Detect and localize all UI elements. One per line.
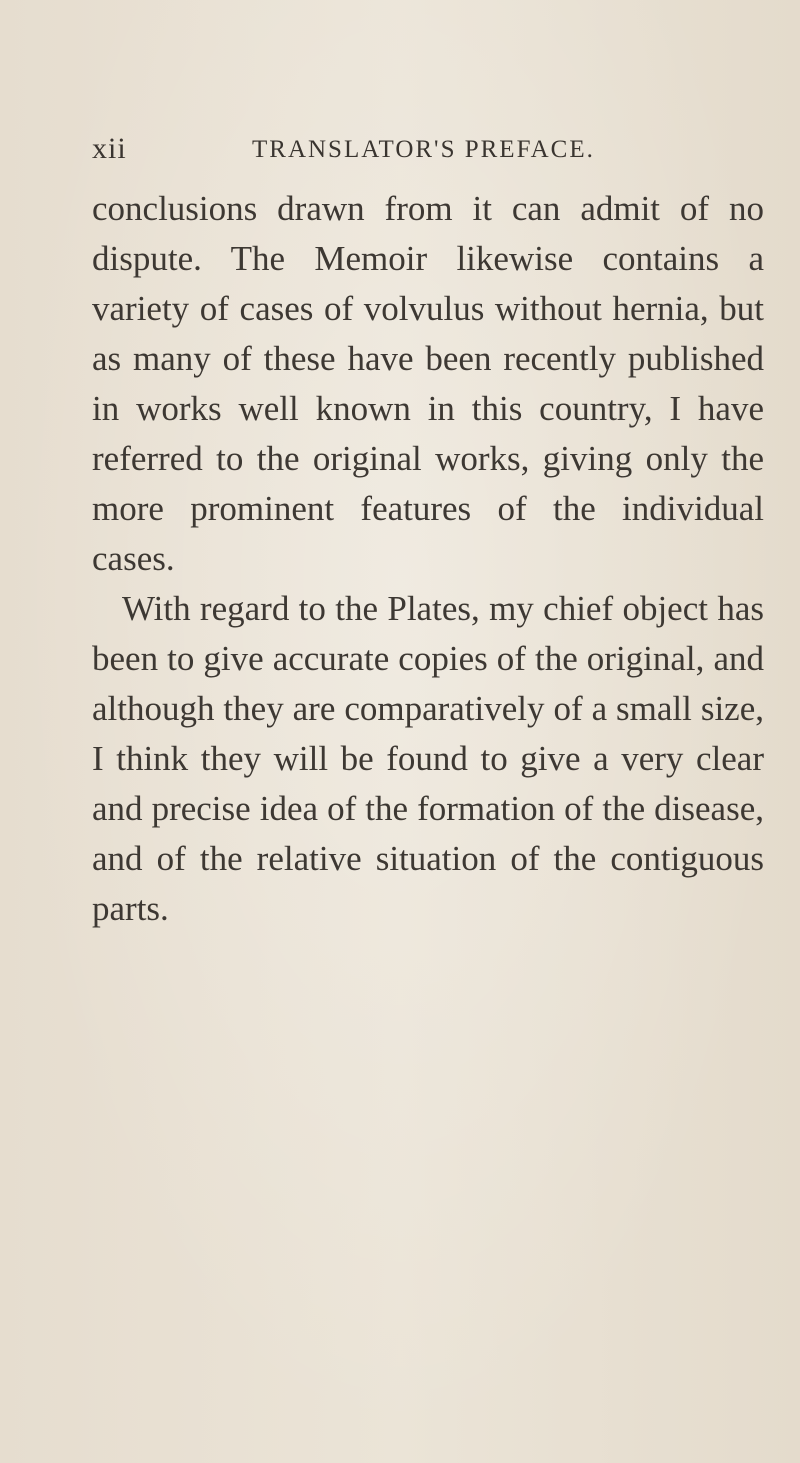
page-number: xii [92,132,127,165]
paragraph-2: With regard to the Plates, my chief object has been to give accurate copies of the original, and although they are comparatively of a small size, I think they will be found to give a very clear and precise idea of the formation of the disease, and of the relative situation of the contiguous parts. [92,589,764,928]
page-header [92,132,772,172]
paragraph-1: conclusions drawn from it can admit of no dispute. The Memoir likewise contains a variety of cases of volvulus without hernia, but as many of these have been recently published in works well known in this country, I have referred to the original works, giving only the more prominent features of the individual cases. [92,189,764,578]
running-head: TRANSLATOR'S PREFACE. [252,136,595,163]
body-text [92,184,764,934]
